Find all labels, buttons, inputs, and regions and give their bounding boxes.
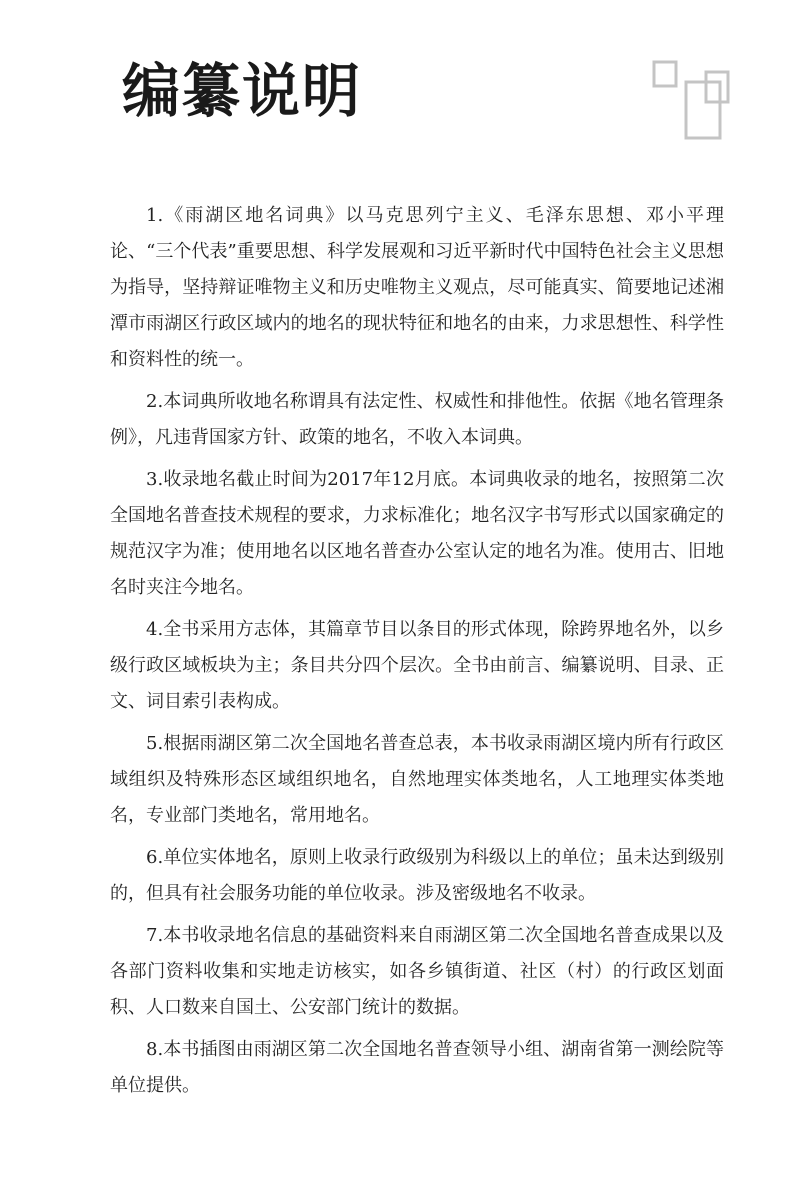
paragraph-1: 1.《雨湖区地名词典》以马克思列宁主义、毛泽东思想、邓小平理论、“三个代表”重要思想、科学发展观和习近平新时代中国特色社会主义思想为指导，坚持辩证唯物主义和历史唯物主义观点，尽可能真实、简要地记述湘潭市雨湖区行政区域内的地名的现状特征和地名的由来，力求思想性、科学性和资料性的统一。: [110, 205, 724, 370]
page-title: 编纂说明: [122, 57, 363, 125]
paragraph-5: 5.根据雨湖区第二次全国地名普查总表，本书收录雨湖区境内所有行政区域组织及特殊形态区域组织地名，自然地理实体类地名，人工地理实体类地名，专业部门类地名，常用地名。: [110, 733, 724, 826]
paragraph-4: 4.全书采用方志体，其篇章节目以条目的形式体现，除跨界地名外，以乡级行政区域板块为主；条目共分四个层次。全书由前言、编纂说明、目录、正文、词目索引表构成。: [110, 619, 724, 712]
paragraph-8: 8.本书插图由雨湖区第二次全国地名普查领导小组、湖南省第一测绘院等单位提供。: [110, 1039, 724, 1096]
paragraph-7: 7.本书收录地名信息的基础资料来自雨湖区第二次全国地名普查成果以及各部门资料收集和实地走访核实，如各乡镇街道、社区（村）的行政区划面积、人口数来自国土、公安部门统计的数据。: [110, 925, 724, 1018]
paragraph-3: 3.收录地名截止时间为2017年12月底。本词典收录的地名，按照第二次全国地名普查技术规程的要求，力求标准化；地名汉字书写形式以国家确定的规范汉字为准；使用地名以区地名普查办公室认定的地名为准。使用古、旧地名时夹注今地名。: [110, 469, 724, 598]
explanation-body: [110, 198, 724, 1110]
paragraph-6: 6.单位实体地名，原则上收录行政级别为科级以上的单位；虽未达到级别的，但具有社会服务功能的单位收录。涉及密级地名不收录。: [110, 847, 724, 904]
paragraph-2: 2.本词典所收地名称谓具有法定性、权威性和排他性。依据《地名管理条例》，凡违背国家方针、政策的地名，不收入本词典。: [110, 391, 724, 448]
corner-squares-decoration: [652, 60, 732, 142]
